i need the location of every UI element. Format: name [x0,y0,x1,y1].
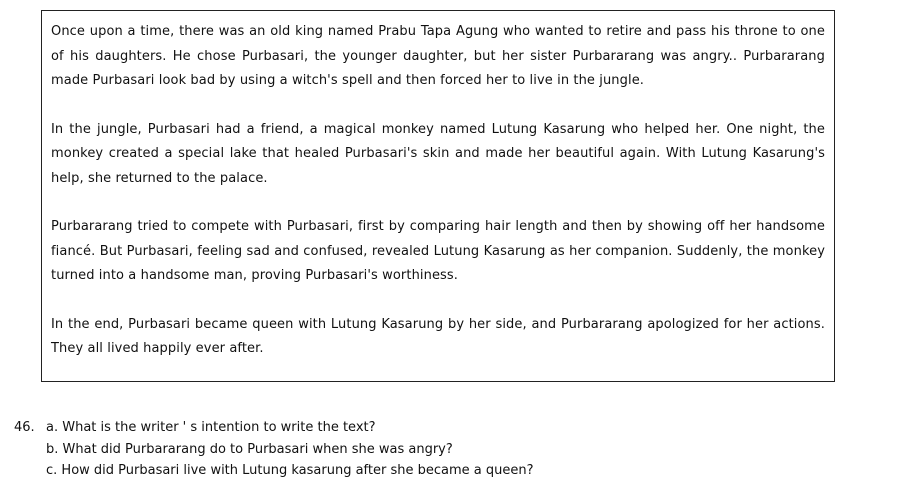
question-number: 46. [14,420,35,435]
question-row-a [14,417,894,439]
question-list [14,417,894,482]
question-b: b. What did Purbararang do to Purbasari when she was angry? [46,441,453,457]
story-paragraph-4: In the end, Purbasari became queen with Lutung Kasarung by her side, and Purbararang apologized for her actions. They all lived happily ever after. [51,316,825,356]
story-paragraph-3: Purbararang tried to compete with Purbasari, first by comparing hair length and then by showing off her handsome fiancé. But Purbasari, feeling sad and confused, revealed Lutung Kasarung as her companion. Suddenly, the monkey turned into a handsome man, proving Purbasari's worthiness. [51,219,825,283]
story-text-box [41,10,835,382]
question-row-c [14,460,894,482]
question-c: c. How did Purbasari live with Lutung kasarung after she became a queen? [46,463,534,478]
question-indent [14,439,46,461]
story-paragraph-1: Once upon a time, there was an old king named Prabu Tapa Agung who wanted to retire and pass his throne to one of his daughters. He chose Purbasari, the younger daughter, but her sister Purbararang was angry.. Purbararang made Purbasari look bad by using a witch's spell and then forced her to live in the jungle. [51,24,825,88]
story-paragraph-2: In the jungle, Purbasari had a friend, a magical monkey named Lutung Kasarung who helped her. One night, the monkey created a special lake that healed Purbasari's skin and made her beautiful again. With Lutung Kasarung's help, she returned to the palace. [51,121,825,186]
question-row-b [14,439,894,461]
question-indent [14,460,46,482]
question-a: a. What is the writer ' s intention to write the text? [46,420,376,435]
